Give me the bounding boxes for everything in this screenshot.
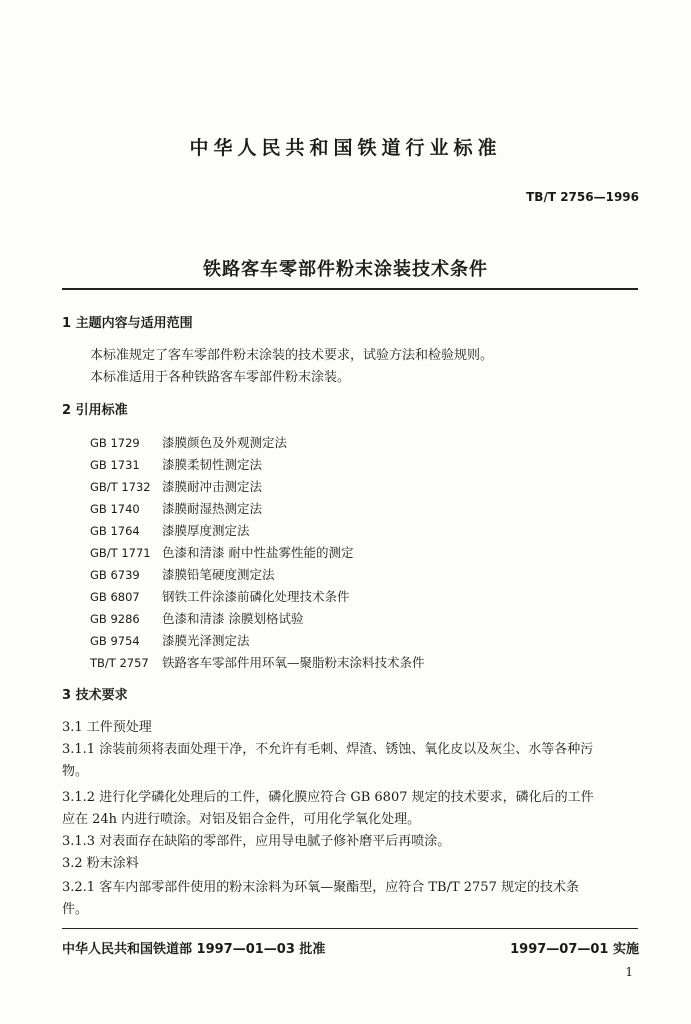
reference-title: 漆膜厚度测定法 — [162, 523, 250, 538]
reference-item — [90, 479, 262, 495]
clause-3-1-2-line-2: 应在 24h 内进行喷涂。对铝及铝合金件，可用化学氧化处理。 — [62, 812, 421, 827]
clause-3-1-1-line-1: 3.1.1 涂装前须将表面处理干净，不允许有毛刺、焊渣、锈蚀、氧化皮以及灰尘、水等各种污 — [62, 742, 594, 757]
reference-item — [90, 567, 275, 583]
section-1-paragraph-1: 本标准规定了客车零部件粉末涂装的技术要求，试验方法和检验规则。 — [90, 348, 494, 363]
reference-item — [90, 435, 287, 451]
reference-title: 铁路客车零部件用环氧—聚脂粉末涂料技术条件 — [162, 655, 425, 670]
clause-3-2-1-line-2: 件。 — [62, 902, 89, 917]
reference-code: GB 9286 — [90, 612, 140, 626]
reference-title: 色漆和清漆 涂膜划格试验 — [162, 611, 304, 626]
subsection-3-1: 3.1 工件预处理 — [62, 720, 152, 735]
reference-code: GB 9754 — [90, 634, 140, 648]
standard-code: TB/T 2756—1996 — [526, 190, 639, 204]
clause-3-1-1-line-2: 物。 — [62, 764, 89, 779]
reference-item — [90, 545, 353, 561]
page-number: 1 — [625, 965, 633, 979]
reference-item — [90, 523, 250, 539]
reference-title: 漆膜光泽测定法 — [162, 633, 250, 648]
footer-divider — [62, 928, 638, 929]
reference-title: 漆膜颜色及外观测定法 — [162, 435, 288, 450]
section-1-paragraph-2: 本标准适用于各种铁路客车零部件粉末涂装。 — [90, 370, 351, 385]
section-3-heading: 3 技术要求 — [62, 688, 128, 703]
effective-date: 1997—07—01 实施 — [510, 942, 639, 957]
standard-title: 中华人民共和国铁道行业标准 — [189, 137, 502, 159]
reference-item — [90, 457, 262, 473]
reference-item — [90, 633, 250, 649]
reference-title: 漆膜柔韧性测定法 — [162, 457, 263, 472]
clause-3-1-3: 3.1.3 对表面存在缺陷的零部件，应用导电腻子修补磨平后再喷涂。 — [62, 834, 451, 849]
reference-title: 色漆和清漆 耐中性盐雾性能的测定 — [162, 545, 354, 560]
clause-3-1-2-line-1: 3.1.2 进行化学磷化处理后的工件，磷化膜应符合 GB 6807 规定的技术要求，磷化后的工件 — [62, 790, 594, 805]
section-2-heading: 2 引用标准 — [62, 403, 128, 418]
reference-code: GB 1764 — [90, 524, 140, 538]
reference-title: 钢铁工件涂漆前磷化处理技术条件 — [162, 589, 350, 604]
section-1-heading: 1 主题内容与适用范围 — [62, 316, 193, 331]
header-divider — [62, 288, 638, 290]
reference-code: GB 1740 — [90, 502, 140, 516]
reference-title: 漆膜耐冲击测定法 — [162, 479, 263, 494]
reference-code: GB 1731 — [90, 458, 140, 472]
clause-3-2-1-line-1: 3.2.1 客车内部零部件使用的粉末涂料为环氧—聚酯型，应符合 TB/T 2757 规定的技术条 — [62, 880, 579, 895]
reference-item — [90, 655, 425, 671]
reference-code: GB 6739 — [90, 568, 140, 582]
approval-line: 中华人民共和国铁道部 1997—01—03 批准 — [62, 942, 326, 957]
subsection-3-2: 3.2 粉末涂料 — [62, 856, 139, 871]
document-title: 铁路客车零部件粉末涂装技术条件 — [203, 259, 488, 280]
reference-item — [90, 501, 262, 517]
reference-title: 漆膜耐湿热测定法 — [162, 501, 263, 516]
reference-item — [90, 611, 303, 627]
reference-title: 漆膜铅笔硬度测定法 — [162, 567, 275, 582]
reference-code: GB/T 1771 — [90, 546, 151, 560]
reference-code: TB/T 2757 — [90, 656, 149, 670]
reference-code: GB 6807 — [90, 590, 140, 604]
reference-code: GB 1729 — [90, 436, 140, 450]
reference-code: GB/T 1732 — [90, 480, 151, 494]
reference-item — [90, 589, 350, 605]
